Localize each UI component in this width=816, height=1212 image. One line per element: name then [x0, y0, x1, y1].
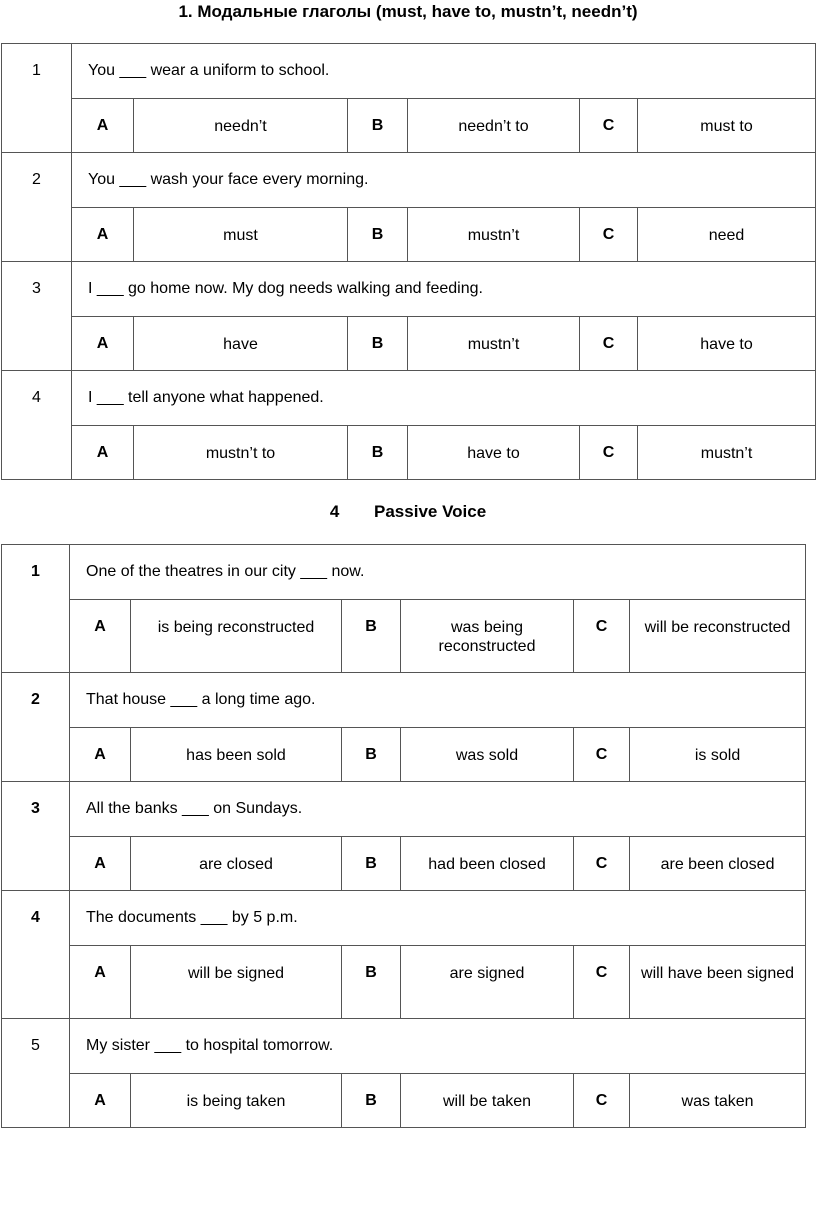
option-letter: C — [580, 208, 638, 262]
option-text: must — [134, 208, 348, 262]
option-letter: B — [348, 208, 408, 262]
option-text: have — [134, 317, 348, 371]
option-text: needn’t — [134, 99, 348, 153]
option-text: are been closed — [630, 837, 806, 891]
option-letter: B — [342, 1074, 401, 1128]
question-text: You ___ wear a uniform to school. — [72, 44, 816, 99]
question-row — [2, 371, 816, 426]
passive-voice-quiz-table — [1, 544, 806, 1128]
question-text: I ___ tell anyone what happened. — [72, 371, 816, 426]
question-row — [2, 782, 806, 837]
option-text: will be reconstructed — [630, 600, 806, 673]
option-letter: A — [72, 317, 134, 371]
option-text: mustn’t to — [134, 426, 348, 480]
options-row — [2, 946, 806, 1019]
question-number: 5 — [2, 1019, 70, 1128]
heading-text: Модальные глаголы (must, have to, mustn’t, needn’t) — [197, 2, 638, 21]
modal-verbs-quiz-table — [1, 43, 816, 480]
question-row — [2, 262, 816, 317]
question-number: 1 — [2, 545, 70, 673]
option-letter: A — [70, 1074, 131, 1128]
question-row — [2, 673, 806, 728]
section-heading-modal-verbs — [0, 2, 816, 22]
option-text: are signed — [401, 946, 574, 1019]
options-row — [2, 600, 806, 673]
options-row — [2, 426, 816, 480]
option-letter: B — [348, 426, 408, 480]
options-row — [2, 99, 816, 153]
option-text: will be taken — [401, 1074, 574, 1128]
question-number: 4 — [2, 371, 72, 480]
question-row — [2, 44, 816, 99]
option-text: was being reconstructed — [401, 600, 574, 673]
question-row — [2, 153, 816, 208]
option-letter: C — [574, 837, 630, 891]
option-text: needn’t to — [408, 99, 580, 153]
option-text: mustn’t — [408, 317, 580, 371]
question-number: 3 — [2, 782, 70, 891]
option-letter: A — [70, 946, 131, 1019]
option-letter: B — [348, 99, 408, 153]
option-text: have to — [638, 317, 816, 371]
option-letter: B — [342, 946, 401, 1019]
option-text: is sold — [630, 728, 806, 782]
question-number: 2 — [2, 153, 72, 262]
question-text: I ___ go home now. My dog needs walking and feeding. — [72, 262, 816, 317]
option-letter: A — [70, 837, 131, 891]
option-letter: A — [72, 426, 134, 480]
option-letter: C — [580, 426, 638, 480]
option-letter: C — [580, 317, 638, 371]
option-letter: C — [574, 1074, 630, 1128]
options-row — [2, 1074, 806, 1128]
options-row — [2, 728, 806, 782]
option-letter: C — [580, 99, 638, 153]
option-letter: B — [342, 600, 401, 673]
options-row — [2, 837, 806, 891]
option-text: have to — [408, 426, 580, 480]
option-letter: C — [574, 946, 630, 1019]
question-row — [2, 1019, 806, 1074]
question-row — [2, 545, 806, 600]
options-row — [2, 317, 816, 371]
option-letter: A — [70, 728, 131, 782]
option-letter: B — [342, 837, 401, 891]
option-letter: B — [348, 317, 408, 371]
question-text: That house ___ a long time ago. — [70, 673, 806, 728]
heading-number: 1. — [178, 2, 193, 21]
option-text: was taken — [630, 1074, 806, 1128]
option-text: has been sold — [131, 728, 342, 782]
option-text: had been closed — [401, 837, 574, 891]
option-text: mustn’t — [408, 208, 580, 262]
option-text: is being reconstructed — [131, 600, 342, 673]
option-letter: A — [72, 99, 134, 153]
question-number: 4 — [2, 891, 70, 1019]
option-text: was sold — [401, 728, 574, 782]
option-text: are closed — [131, 837, 342, 891]
option-text: will have been signed — [630, 946, 806, 1019]
question-text: My sister ___ to hospital tomorrow. — [70, 1019, 806, 1074]
question-number: 1 — [2, 44, 72, 153]
question-text: The documents ___ by 5 p.m. — [70, 891, 806, 946]
question-text: You ___ wash your face every morning. — [72, 153, 816, 208]
section-heading-passive-voice — [0, 502, 816, 522]
question-row — [2, 891, 806, 946]
question-number: 3 — [2, 262, 72, 371]
heading-text: Passive Voice — [374, 502, 487, 521]
option-letter: A — [70, 600, 131, 673]
option-letter: C — [574, 728, 630, 782]
option-letter: B — [342, 728, 401, 782]
option-text: must to — [638, 99, 816, 153]
question-number: 2 — [2, 673, 70, 782]
question-text: One of the theatres in our city ___ now. — [70, 545, 806, 600]
option-text: is being taken — [131, 1074, 342, 1128]
option-letter: C — [574, 600, 630, 673]
option-text: will be signed — [131, 946, 342, 1019]
option-text: need — [638, 208, 816, 262]
option-text: mustn’t — [638, 426, 816, 480]
heading-number: 4 — [329, 502, 340, 521]
options-row — [2, 208, 816, 262]
option-letter: A — [72, 208, 134, 262]
question-text: All the banks ___ on Sundays. — [70, 782, 806, 837]
